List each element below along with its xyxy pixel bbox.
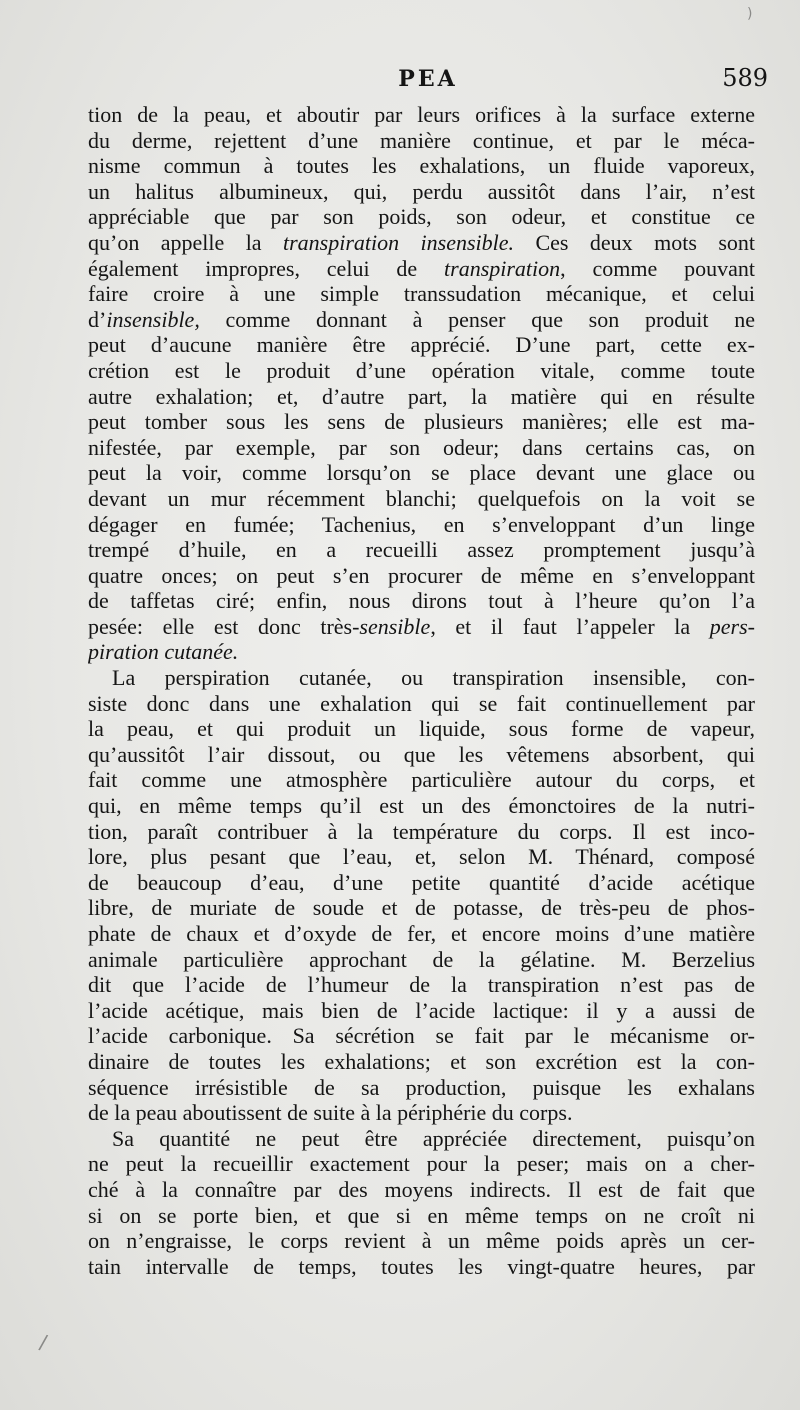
italic-term: transpiration insensible.: [283, 229, 515, 255]
text-line: faire croire à une simple transsudation mécanique, et celui: [88, 281, 755, 307]
running-head: PEA: [398, 66, 458, 92]
text-line: [88, 614, 755, 640]
italic-term: pers-: [709, 613, 755, 639]
text-line: phate de chaux et d’oxyde de fer, et encore moins d’une matière: [88, 921, 755, 946]
text-line: [88, 307, 755, 333]
text-line: dit que l’acide de l’humeur de la transpiration n’est pas de: [88, 972, 755, 998]
text-run: qu’on appelle la: [88, 229, 283, 255]
margin-mark: ): [747, 6, 753, 22]
text-line: un halitus albumineux, qui, perdu aussitôt dans l’air, n’est: [88, 178, 755, 204]
text-line: nifestée, par exemple, par son odeur; dans certains cas, on: [88, 434, 755, 460]
text-line: lore, plus pesant que l’eau, et, selon M. Thénard, composé: [88, 844, 755, 870]
text-line: tion, paraît contribuer à la température du corps. Il est inco-: [88, 818, 755, 844]
italic-term: piration cutanée.: [88, 639, 239, 665]
text-line: de taffetas ciré; enfin, nous dirons tout à l’heure qu’on l’a: [88, 588, 755, 614]
text-line: peut tomber sous les sens de plusieurs manières; elle est ma-: [88, 409, 755, 435]
text-run: , et il faut l’appeler la: [430, 613, 710, 639]
text-line: tain intervalle de temps, toutes les vingt-quatre heures, par: [88, 1253, 755, 1279]
text-run: pesée: elle est donc très-: [88, 613, 360, 639]
text-line: on n’engraisse, le corps revient à un même poids après un cer-: [88, 1228, 755, 1254]
text-run: , comme pouvant: [560, 255, 755, 281]
text-line: de la peau aboutissent de suite à la périphérie du corps.: [88, 1100, 573, 1126]
page-header: [88, 64, 768, 100]
text-line: du derme, rejettent d’une manière continue, et par le méca-: [88, 127, 755, 153]
text-line: [88, 639, 755, 665]
margin-mark: /: [37, 1329, 50, 1355]
text-line: séquence irrésistible de sa production, puisque les exhalans: [88, 1074, 755, 1100]
text-run: comme donnant à penser que son produit ne: [199, 306, 755, 332]
text-line: animale particulière approchant de la gélatine. M. Berzelius: [88, 946, 755, 972]
text-line: peut la voir, comme lorsqu’on se place devant une glace ou: [88, 460, 755, 486]
text-line: ché à la connaître par des moyens indirects. Il est de fait que: [88, 1176, 755, 1202]
text-line: peut d’aucune manière être apprécié. D’une part, cette ex-: [88, 332, 755, 358]
text-line: quatre onces; on peut s’en procurer de même en s’enveloppant: [88, 562, 755, 588]
text-line: devant un mur récemment blanchi; quelquefois on la voit se: [88, 485, 755, 511]
text-run: Ces deux mots sont: [514, 229, 755, 255]
text-line: ne peut la recueillir exactement pour la peser; mais on a cher-: [88, 1151, 755, 1177]
text-line: de beaucoup d’eau, d’une petite quantité d’acide acétique: [88, 869, 755, 895]
text-line: crétion est le produit d’une opération vitale, comme toute: [88, 357, 755, 383]
text-line: siste donc dans une exhalation qui se fait continuellement par: [88, 690, 755, 716]
text-line: appréciable que par son poids, son odeur, et constitue ce: [88, 204, 755, 230]
text-line: [88, 230, 755, 256]
text-line: qu’aussitôt l’air dissout, ou que les vêtemens absorbent, qui: [88, 741, 755, 767]
text-line: autre exhalation; et, d’autre part, la matière qui en résulte: [88, 383, 755, 409]
text-line: fait comme une atmosphère particulière autour du corps, et: [88, 767, 755, 793]
body-text: [88, 102, 755, 1279]
text-line: l’acide acétique, mais bien de l’acide lactique: il y a aussi de: [88, 997, 755, 1023]
text-line: la peau, et qui produit un liquide, sous forme de vapeur,: [88, 716, 755, 742]
page-number: 589: [722, 64, 768, 92]
italic-term: sensible: [359, 613, 431, 639]
text-line: qui, en même temps qu’il est un des émonctoires de la nutri-: [88, 793, 755, 819]
text-line: l’acide carbonique. Sa sécrétion se fait par le mécanisme or-: [88, 1023, 755, 1049]
text-line: tion de la peau, et aboutir par leurs orifices à la surface externe: [88, 102, 755, 127]
paragraph-first-line: La perspiration cutanée, ou transpiration insensible, con-: [112, 665, 755, 691]
italic-term: transpiration: [444, 255, 561, 281]
text-line: libre, de muriate de soude et de potasse, de très-peu de phos-: [88, 895, 755, 921]
text-line: [88, 256, 755, 282]
text-run: d’: [88, 306, 107, 332]
text-line: dégager en fumée; Tachenius, en s’enveloppant d’un linge: [88, 511, 755, 537]
text-line: nisme commun à toutes les exhalations, un fluide vaporeux,: [88, 153, 755, 179]
text-line: dinaire de toutes les exhalations; et son excrétion est la con-: [88, 1048, 755, 1074]
text-line: si on se porte bien, et que si en même temps on ne croît ni: [88, 1202, 755, 1228]
paragraph-first-line: Sa quantité ne peut être appréciée directement, puisqu’on: [112, 1125, 755, 1151]
italic-term: insensible,: [106, 306, 200, 332]
text-line: trempé d’huile, en a recueilli assez promptement jusqu’à: [88, 537, 755, 563]
text-run: également impropres, celui de: [88, 255, 445, 281]
